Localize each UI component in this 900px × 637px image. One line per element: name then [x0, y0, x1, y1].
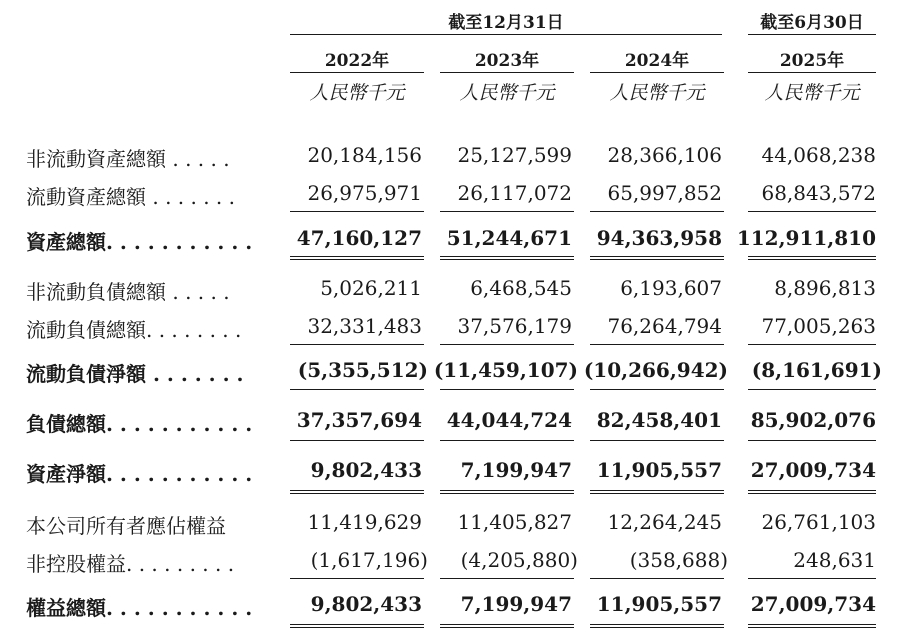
- row-label-equity-owners: 本公司所有者應佔權益: [26, 514, 226, 538]
- total-double-rule: [440, 624, 574, 628]
- year-header-2025: 2025年: [779, 51, 845, 71]
- subtotal-rule: [290, 578, 424, 579]
- subtotal-rule: [748, 344, 876, 345]
- cell-value: 6,193,607: [620, 276, 722, 300]
- total-double-rule: [590, 490, 724, 494]
- cell-value: (5,355,512): [297, 358, 428, 382]
- row-label-non-controlling-interests: 非控股權益. . . . . . . . .: [26, 552, 235, 576]
- year-header-2024: 2024年: [624, 51, 690, 71]
- unit-label: 人民幣千元: [309, 82, 405, 104]
- cell-value: 9,802,433: [310, 458, 422, 482]
- cell-value: 26,117,072: [457, 181, 572, 205]
- cell-value: 7,199,947: [460, 458, 572, 482]
- cell-value: 248,631: [793, 548, 876, 572]
- cell-value: 5,026,211: [320, 276, 422, 300]
- row-label-total-assets: 資產總額. . . . . . . . . . .: [26, 230, 253, 254]
- cell-value: 94,363,958: [596, 226, 722, 250]
- unit-label: 人民幣千元: [764, 82, 860, 104]
- subtotal-rule: [748, 440, 876, 441]
- header-underline: [290, 34, 722, 35]
- row-label-non-current-liabilities: 非流動負債總額 . . . . .: [26, 280, 230, 304]
- year-underline: [290, 72, 424, 73]
- cell-value: 32,331,483: [307, 314, 422, 338]
- total-double-rule: [440, 490, 574, 494]
- cell-value: 27,009,734: [750, 458, 876, 482]
- cell-value: 44,068,238: [761, 143, 876, 167]
- cell-value: (11,459,107): [433, 358, 578, 382]
- subtotal-rule: [590, 578, 724, 579]
- cell-value: 44,044,724: [446, 408, 572, 432]
- total-double-rule: [748, 624, 876, 628]
- subtotal-rule: [748, 389, 876, 390]
- subtotal-rule: [440, 211, 574, 212]
- subtotal-rule: [440, 578, 574, 579]
- cell-value: 26,975,971: [307, 181, 422, 205]
- subtotal-rule: [290, 389, 424, 390]
- cell-value: (4,205,880): [460, 548, 578, 572]
- header-underline: [748, 34, 876, 35]
- row-label-current-assets: 流動資產總額 . . . . . . .: [26, 185, 236, 209]
- subtotal-rule: [440, 389, 574, 390]
- period-header-jun30: 截至6月30日: [760, 13, 864, 33]
- subtotal-rule: [590, 389, 724, 390]
- cell-value: 37,576,179: [457, 314, 572, 338]
- cell-value: 11,905,557: [596, 592, 722, 616]
- cell-value: (1,617,196): [310, 548, 428, 572]
- cell-value: 9,802,433: [310, 592, 422, 616]
- year-header-2023: 2023年: [474, 51, 540, 71]
- cell-value: 11,419,629: [307, 510, 422, 534]
- cell-value: 11,405,827: [457, 510, 572, 534]
- year-header-2022: 2022年: [324, 51, 390, 71]
- cell-value: 26,761,103: [761, 510, 876, 534]
- row-label-net-assets: 資產淨額. . . . . . . . . . .: [26, 462, 253, 486]
- subtotal-rule: [748, 578, 876, 579]
- cell-value: 77,005,263: [761, 314, 876, 338]
- period-header-dec31: 截至12月31日: [448, 13, 564, 33]
- total-double-rule: [290, 490, 424, 494]
- cell-value: 68,843,572: [761, 181, 876, 205]
- cell-value: 51,244,671: [446, 226, 572, 250]
- subtotal-rule: [440, 344, 574, 345]
- row-label-total-equity: 權益總額. . . . . . . . . . .: [26, 596, 253, 620]
- year-underline: [440, 72, 574, 73]
- cell-value: 20,184,156: [307, 143, 422, 167]
- total-double-rule: [290, 256, 424, 260]
- cell-value: (10,266,942): [583, 358, 728, 382]
- subtotal-rule: [748, 211, 876, 212]
- subtotal-rule: [590, 211, 724, 212]
- subtotal-rule: [590, 344, 724, 345]
- subtotal-rule: [440, 440, 574, 441]
- subtotal-rule: [290, 440, 424, 441]
- cell-value: 25,127,599: [457, 143, 572, 167]
- cell-value: 65,997,852: [607, 181, 722, 205]
- row-label-non-current-assets: 非流動資產總額 . . . . .: [26, 147, 230, 171]
- cell-value: (358,688): [629, 548, 728, 572]
- year-underline: [748, 72, 876, 73]
- cell-value: 27,009,734: [750, 592, 876, 616]
- row-label-net-current-liabilities: 流動負債淨額 . . . . . . .: [26, 362, 244, 386]
- subtotal-rule: [290, 344, 424, 345]
- row-label-total-liabilities: 負債總額. . . . . . . . . . .: [26, 412, 253, 436]
- cell-value: 47,160,127: [296, 226, 422, 250]
- total-double-rule: [590, 624, 724, 628]
- total-double-rule: [440, 256, 574, 260]
- cell-value: 85,902,076: [750, 408, 876, 432]
- cell-value: 28,366,106: [607, 143, 722, 167]
- year-underline: [590, 72, 724, 73]
- cell-value: 8,896,813: [774, 276, 876, 300]
- total-double-rule: [590, 256, 724, 260]
- total-double-rule: [748, 490, 876, 494]
- unit-label: 人民幣千元: [609, 82, 705, 104]
- subtotal-rule: [590, 440, 724, 441]
- total-double-rule: [748, 256, 876, 260]
- cell-value: (8,161,691): [751, 358, 882, 382]
- cell-value: 12,264,245: [607, 510, 722, 534]
- subtotal-rule: [290, 211, 424, 212]
- row-label-current-liabilities: 流動負債總額. . . . . . . .: [26, 318, 242, 342]
- cell-value: 6,468,545: [470, 276, 572, 300]
- cell-value: 11,905,557: [596, 458, 722, 482]
- cell-value: 82,458,401: [596, 408, 722, 432]
- cell-value: 76,264,794: [607, 314, 722, 338]
- cell-value: 7,199,947: [460, 592, 572, 616]
- total-double-rule: [290, 624, 424, 628]
- cell-value: 37,357,694: [296, 408, 422, 432]
- unit-label: 人民幣千元: [459, 82, 555, 104]
- cell-value: 112,911,810: [736, 226, 876, 250]
